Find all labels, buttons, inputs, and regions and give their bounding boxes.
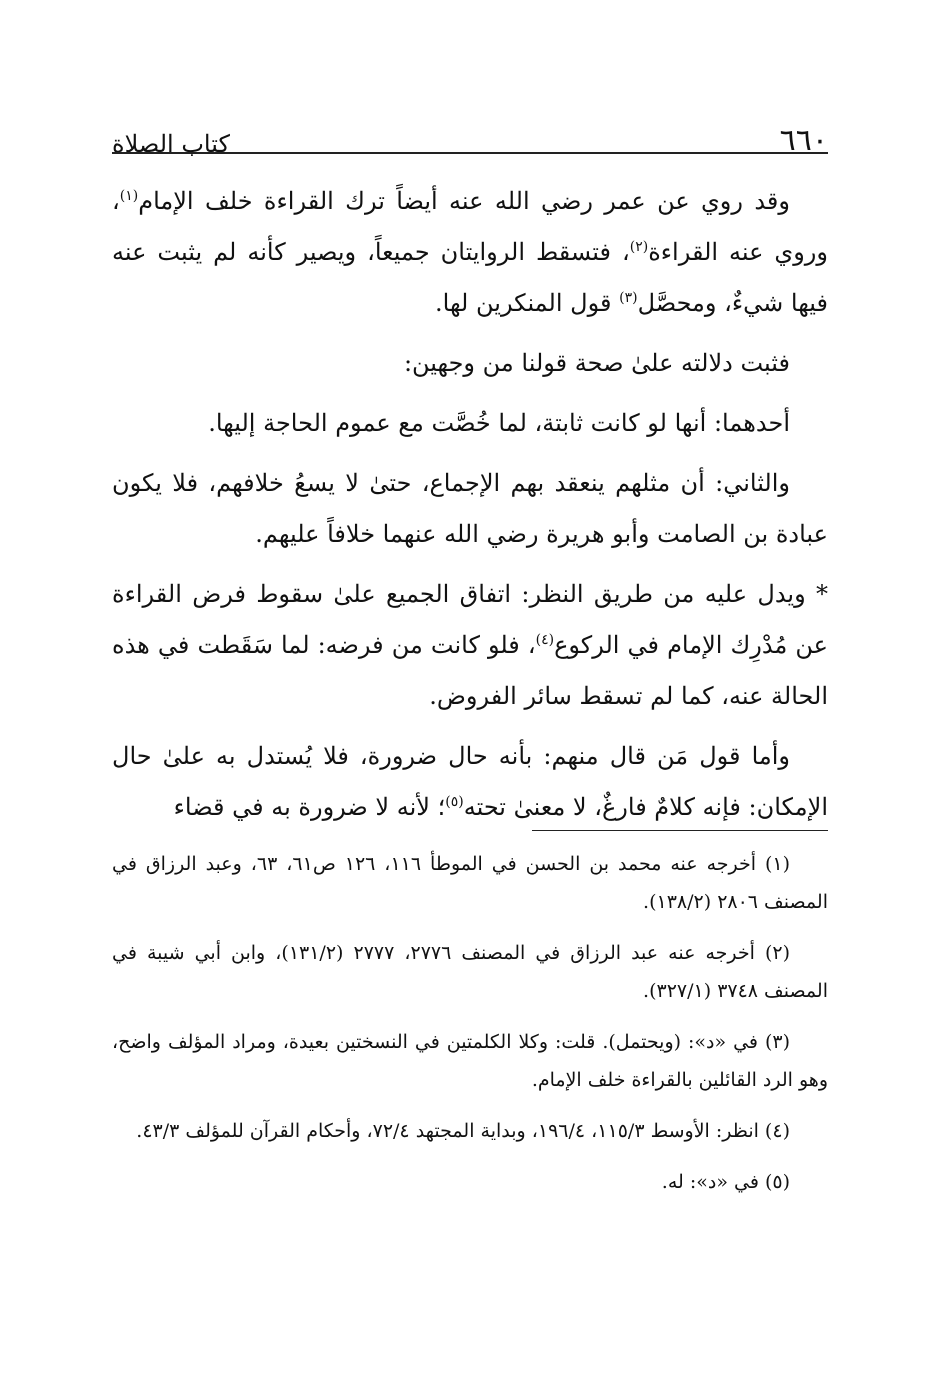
- footnote-marker: (٤): [535, 632, 555, 648]
- page-number: ٦٦٠: [779, 123, 828, 158]
- footnote-separator: [532, 830, 828, 831]
- text-run: وقد روي عن عمر رضي الله عنه أيضاً ترك القراءة خلف الإمام: [138, 187, 790, 215]
- footnote-4: (٤) انظر: الأوسط ١١٥/٣، ١٩٦/٤، وبداية المجتهد ٧٢/٤، وأحكام القرآن للمؤلف ٤٣/٣.: [136, 1120, 790, 1142]
- text-run: * ويدل عليه من طريق النظر: اتفاق الجميع علىٰ سقوط فرض القراءة عن مُدْرِك الإمام في الركوع: [112, 580, 829, 659]
- header-rule: [112, 152, 828, 154]
- text-run: ، وروي عنه القراءة: [112, 187, 828, 266]
- paragraph-4: والثاني: أن مثلهم ينعقد بهم الإجماع، حتىٰ لا يسعُ خلافهم، فلا يكون عبادة بن الصامت وأبو هريرة رضي الله عنهما خلافاً عليهم.: [112, 469, 828, 548]
- footnote-marker: (٣): [619, 290, 638, 306]
- text-run: وأما قول مَن قال منهم: بأنه حال ضرورة، فلا يُستدل به علىٰ حال الإمكان: فإنه كلامٌ فارغٌ، لا معنىٰ تحته: [112, 742, 828, 821]
- paragraph-2: فثبت دلالته علىٰ صحة قولنا من وجهين:: [403, 349, 790, 377]
- footnote-marker: (١): [119, 188, 139, 204]
- paragraph-3: أحدهما: أنها لو كانت ثابتة، لما خُصَّت مع عموم الحاجة إليها.: [208, 409, 790, 437]
- footnote-1: (١) أخرجه عنه محمد بن الحسن في الموطأ ١١٦، ١٢٦ ص٦١، ٦٣، وعبد الرزاق في المصنف ٢٨٠٦ (١٣٨/٢).: [112, 853, 828, 913]
- text-run: ، فتسقط الروايتان جميعاً، ويصير كأنه لم يثبت عنه فيها شيءٌ، ومحصَّل: [112, 238, 828, 317]
- text-run: قول المنكرين لها.: [435, 289, 620, 317]
- footnote-marker: (٢): [629, 239, 649, 255]
- footnote-3: (٣) في «د»: (ويحتمل). قلت: وكلا الكلمتين في النسختين بعيدة، ومراد المؤلف واضح، وهو الرد القائلين بالقراءة خلف الإمام.: [112, 1031, 828, 1091]
- text-run: ، فلو كانت من فرضه: لما سَقَطت في هذه الحالة عنه، كما لم تسقط سائر الفروض.: [112, 631, 828, 710]
- paragraph-1: [112, 176, 828, 329]
- page-header: [112, 112, 828, 156]
- footnotes: [112, 845, 828, 1214]
- footnote-2: (٢) أخرجه عنه عبد الرزاق في المصنف ٢٧٧٦، ٢٧٧٧ (١٣١/٢)، وابن أبي شيبة في المصنف ٣٧٤٨ (٣٢٧/١).: [112, 942, 828, 1002]
- footnote-5: (٥) في «د»: له.: [661, 1171, 790, 1193]
- footnote-marker: (٥): [445, 794, 464, 810]
- paragraph-6: [112, 731, 828, 833]
- running-title: كتاب الصلاة: [112, 130, 230, 158]
- main-text: [112, 176, 828, 842]
- paragraph-5: [112, 569, 828, 722]
- text-run: ؛ لأنه لا ضرورة به في قضاء: [173, 793, 446, 821]
